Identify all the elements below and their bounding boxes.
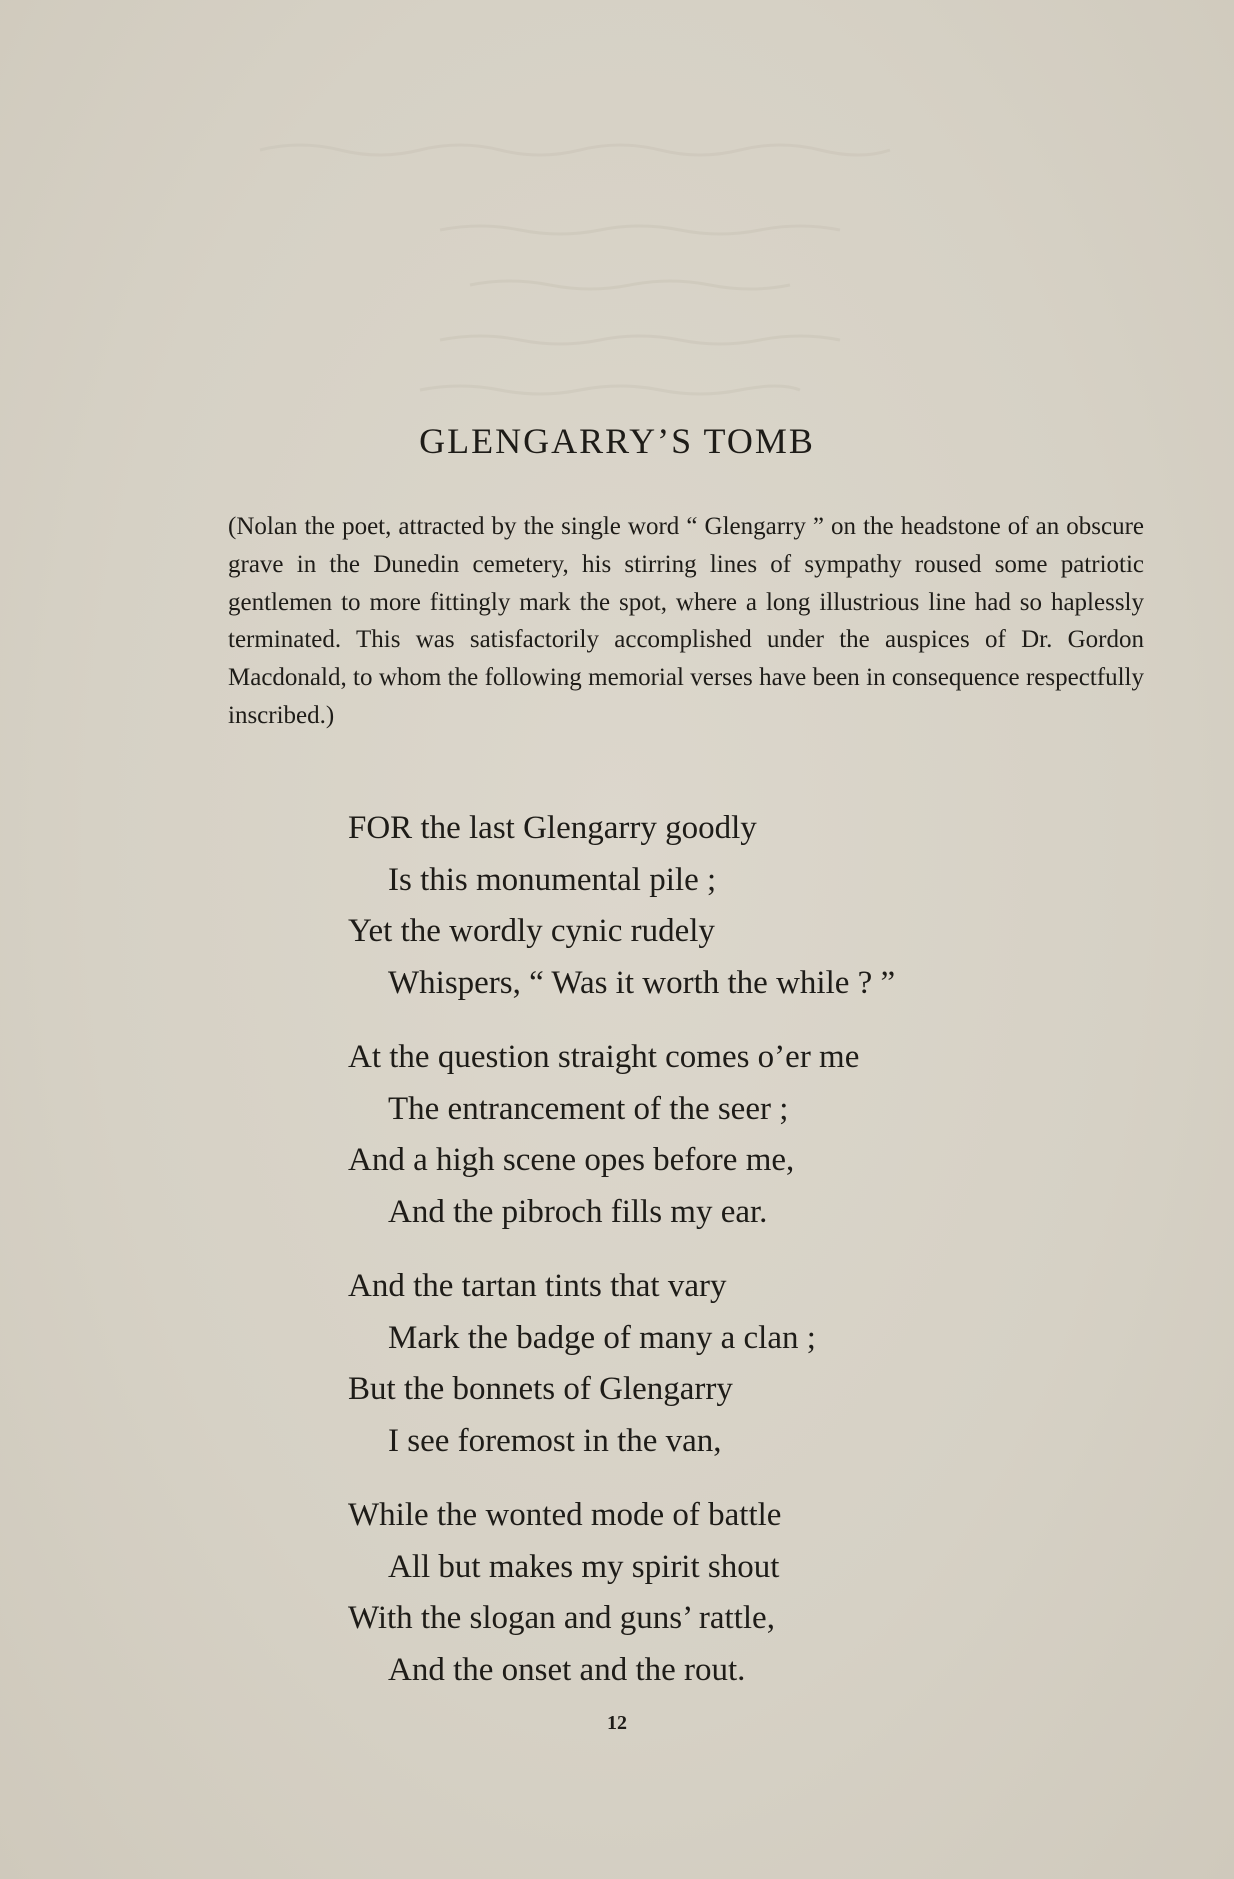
stanza-4 [348,1490,1108,1696]
verse-line: All but makes my spirit shout [388,1548,780,1585]
verse-line: Mark the badge of many a clan ; [388,1319,816,1356]
verse-line: And a high scene opes before me, [348,1142,795,1178]
stanza-1 [348,803,1108,1009]
verse-line: And the pibroch fills my ear. [388,1193,768,1230]
verse-line: And the onset and the rout. [388,1651,746,1688]
verse-line: With the slogan and guns’ rattle, [348,1600,775,1636]
poem-title: GLENGARRY’S TOMB [419,421,815,461]
stanza-3 [348,1261,1108,1467]
stanza-2 [348,1032,1108,1238]
page-number: 12 [607,1712,627,1734]
verse-line: And the tartan tints that vary [348,1268,727,1304]
verse-line: Yet the wordly cynic rudely [348,913,715,949]
verse-line: Is this monumental pile ; [388,861,717,898]
verse-line: FOR the last Glengarry goodly [348,810,757,846]
verse-line: Whispers, “ Was it worth the while ? ” [388,964,896,1001]
introductory-note: (Nolan the poet, attracted by the single word “ Glengarry ” on the headstone of an obscure grave in the Dunedin cemetery, his stirring lines of sympathy roused some patriotic gentlemen to more fittingly mark the spot, where a long illustrious line had so haplessly terminated. This was satisfactorily accomplished under the auspices of Dr. Gordon Macdonald, to whom the following memorial verses have been in consequence respectfully inscribed.) [228,513,1144,729]
verse-line: I see foremost in the van, [388,1422,722,1459]
verse-line: But the bonnets of Glengarry [348,1371,733,1407]
verse-line: While the wonted mode of battle [348,1497,782,1533]
verse-line: The entrancement of the seer ; [388,1090,789,1127]
verse-line: At the question straight comes o’er me [348,1039,860,1075]
